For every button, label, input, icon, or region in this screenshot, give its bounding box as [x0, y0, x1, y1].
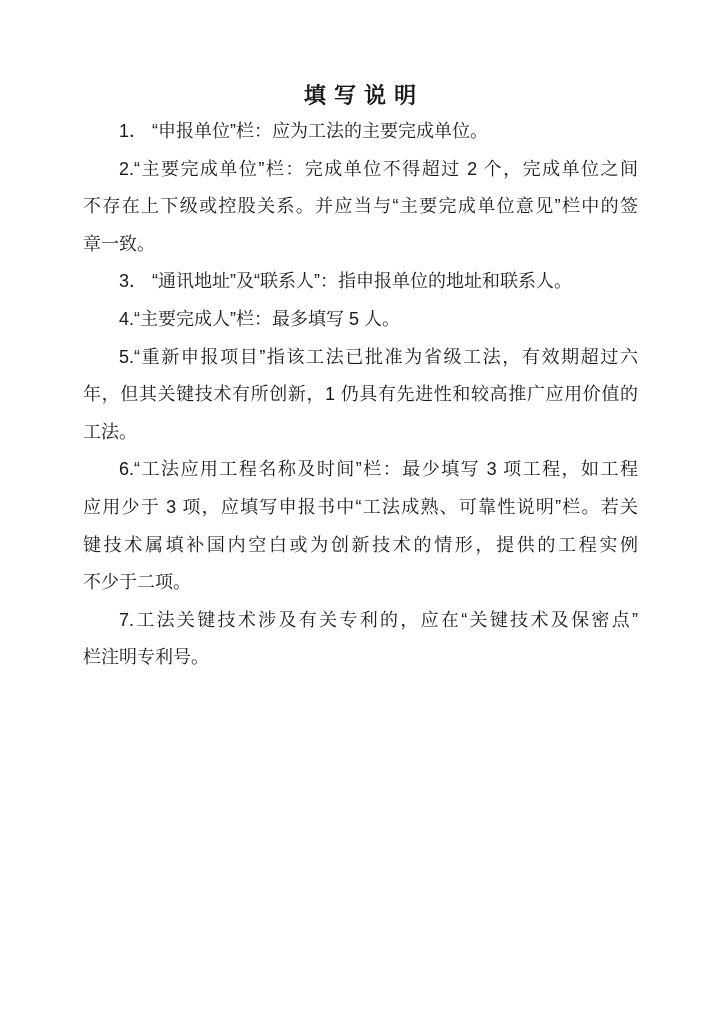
text-line: 2.“主要完成单位”栏：完成单位不得超过 2 个，完成单位之间 [119, 158, 638, 179]
text-line: 6.“工法应用工程名称及时间”栏：最少填写 3 项工程，如工程 [119, 459, 638, 480]
text-line: 键技术属填补国内空白或为创新技术的情形，提供的工程实例 [83, 534, 638, 555]
text-line: 4.“主要完成人”栏：最多填写 5 人。 [119, 308, 401, 329]
page-title: 填 写 说 明 [303, 83, 418, 108]
text-line: 不少于二项。 [83, 572, 191, 593]
text-line: 年，但其关键技术有所创新，1 仍具有先进性和较高推广应用价值的 [83, 384, 638, 405]
text-line: 应用少于 3 项，应填写申报书中“工法成熟、可靠性说明”栏。若关 [83, 496, 638, 517]
text-line: 7.工法关键技术涉及有关专利的，应在“关键技术及保密点” [119, 609, 638, 630]
document-body [83, 113, 638, 677]
text-line: 5.“重新申报项目”指该工法已批准为省级工法，有效期超过六 [119, 346, 638, 367]
text-line: 3． “通讯地址”及“联系人”：指申报单位的地址和联系人。 [119, 271, 572, 292]
text-line: 1． “申报单位”栏：应为工法的主要完成单位。 [119, 121, 488, 141]
text-line: 工法。 [83, 421, 137, 442]
text-line: 栏注明专利号。 [83, 647, 209, 668]
text-line: 不存在上下级或控股关系。并应当与“主要完成单位意见”栏中的签 [83, 196, 638, 217]
text-line: 章一致。 [83, 233, 155, 254]
